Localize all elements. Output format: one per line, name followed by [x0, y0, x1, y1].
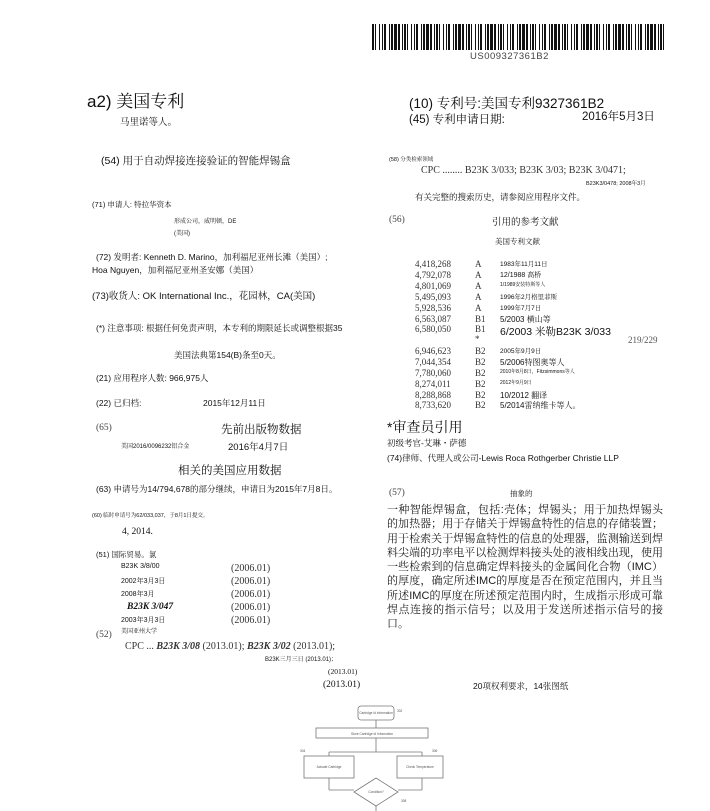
barcode-bar: [608, 24, 610, 50]
barcode-bar: [498, 24, 499, 50]
barcode-bar: [462, 24, 464, 50]
cpc-code-2: B23K 3/02: [246, 641, 291, 652]
barcode-bar: [618, 24, 621, 50]
barcode-bar: [583, 24, 585, 50]
provisional-year: 4, 2014.: [122, 527, 153, 537]
barcode-bar: [571, 24, 572, 50]
barcode-bar: [517, 24, 518, 50]
barcode-bar: [430, 24, 432, 50]
barcode-bar: [532, 24, 534, 50]
application-number: (21) 应用程序人数: 966,975人: [96, 373, 209, 383]
ipc-year: (2006.01): [231, 576, 271, 587]
reference-number: 8,288,868: [415, 390, 451, 400]
patent-number: (10) 专利号:美国专利9327361B2: [409, 96, 605, 111]
barcode-bar: [512, 24, 514, 50]
reference-number: 8,733,620: [415, 400, 451, 410]
search-cpc: CPC ........ B23K 3/033; B23K 3/03; B23K 3/0471;: [421, 165, 626, 176]
barcode-bar: [554, 24, 557, 50]
barcode-bar: [558, 24, 560, 50]
reference-date: 2005年9月9日: [500, 348, 542, 355]
barcode-bar: [599, 24, 600, 50]
barcode-bar: [478, 24, 479, 50]
ipc-year: (2006.01): [231, 563, 271, 574]
barcode-bar: [507, 24, 508, 50]
barcode-bar: [576, 24, 578, 50]
ipc-code: B23K 3/047: [127, 602, 174, 612]
attorney-agent: (74)律师、代理人或公司-Lewis Roca Rothgerber Christie LLP: [387, 453, 619, 463]
barcode-bar: [650, 24, 653, 50]
reference-kind: B1 *: [475, 324, 486, 344]
barcode-bar: [407, 24, 408, 50]
barcode-bar: [530, 24, 531, 50]
cpc-year-4: (2013.01): [323, 680, 361, 690]
reference-kind: A: [475, 281, 482, 291]
applicant-label: (71) 申请人: 特拉华资本: [92, 200, 172, 209]
reference-number: 4,418,268: [415, 259, 451, 269]
cpc-sub: B23K三月三日 (2013.01)；: [265, 657, 338, 663]
reference-date: 12/1988 高桥: [500, 272, 542, 279]
reference-number: 5,928,536: [415, 303, 451, 313]
ipc-year: (2006.01): [231, 589, 271, 600]
barcode-bar: [640, 24, 642, 50]
ipc-year: (2006.01): [231, 602, 271, 613]
barcode-bar: [551, 24, 553, 50]
reference-date: 1983年11月11日: [500, 261, 548, 268]
flow-label-store: Store Cartridge Id Information: [351, 732, 393, 736]
reference-number: 4,792,078: [415, 270, 451, 280]
cpc-code-1: B23K 3/08: [156, 641, 201, 652]
reference-date: 1/1989安装特斯等人: [500, 282, 546, 288]
filed-label: (22) 已归档:: [96, 398, 142, 408]
flow-label-left: Actuate Cartridge: [316, 765, 342, 769]
reference-kind: B2: [475, 346, 486, 356]
reference-date: 1999年7月7日: [500, 305, 542, 312]
patent-date-label: (45) 专利申请日期:: [409, 114, 505, 126]
barcode-bar: [638, 24, 639, 50]
barcode-bar: [458, 24, 461, 50]
barcode-bar: [375, 24, 376, 50]
abstract-number: (57): [389, 488, 405, 498]
barcode: [372, 24, 668, 50]
provisional-line: (60) 临时申请号为62/033,037，于8月1日提交。: [92, 513, 209, 519]
barcode-bar: [535, 24, 536, 50]
barcode-bar: [455, 24, 457, 50]
intcl-label: (51) 国际贸易。氯: [96, 550, 157, 559]
patent-type-title: a2) 美国专利: [87, 92, 185, 111]
inventors-line1: (72) 发明者: Kenneth D. Marino，加利福尼亚州长滩（美国）;: [96, 252, 328, 262]
search-cpc-2: B23K3/0478; 2008年3月: [586, 181, 646, 187]
reference-date: 1996年2月格里菲斯: [500, 294, 558, 301]
barcode-bar: [503, 24, 504, 50]
barcode-bar: [494, 24, 496, 50]
reference-date: 2012年9月9日: [500, 380, 532, 386]
applicant-line3: (美国): [174, 231, 190, 237]
cpc-year-1: (2013.01);: [202, 641, 245, 652]
barcode-bar: [596, 24, 598, 50]
barcode-bar: [372, 24, 374, 50]
ipc-row: [121, 602, 281, 614]
abstract-title: 抽象的: [510, 489, 533, 498]
barcode-bar: [448, 24, 450, 50]
uscl-number: (52): [96, 630, 112, 640]
barcode-bar: [544, 24, 546, 50]
barcode-bar: [660, 24, 662, 50]
barcode-bar: [654, 24, 656, 50]
reference-date: 5/2006特图奥等人: [500, 358, 565, 367]
barcode-bar: [510, 24, 511, 50]
references-number: (56): [389, 215, 405, 225]
related-data-line: (63) 申请号为14/794,678的部分继续，申请日为2015年7月8日。: [96, 484, 338, 494]
ipc-code: B23K 3/8/00: [121, 563, 160, 570]
barcode-bar: [416, 24, 418, 50]
reference-kind: B1: [475, 314, 486, 324]
representative-figure: [294, 700, 446, 811]
barcode-bar: [414, 24, 415, 50]
barcode-bar: [391, 24, 393, 50]
ipc-code: 2002年3月3日: [121, 578, 166, 585]
barcode-bar: [404, 24, 406, 50]
barcode-bar: [389, 24, 390, 50]
reference-number: 8,274,011: [415, 379, 451, 389]
assignee: (73)收货人: OK International Inc.，花园林，CA(美国): [92, 291, 316, 302]
barcode-bar: [382, 24, 383, 50]
barcode-bar: [426, 24, 429, 50]
barcode-bar: [631, 24, 632, 50]
barcode-bar: [522, 24, 525, 50]
patent-date: 2016年5月3日: [582, 111, 655, 123]
barcode-bar: [526, 24, 528, 50]
barcode-bar: [562, 24, 563, 50]
barcode-bar: [402, 24, 403, 50]
reference-number: 6,946,623: [415, 346, 451, 356]
search-history-note: 有关完整的搜索历史，请参阅应用程序文件。: [415, 192, 586, 202]
barcode-bar: [663, 24, 664, 50]
barcode-bar: [485, 24, 486, 50]
reference-number: 5,495,093: [415, 292, 451, 302]
barcode-bar: [586, 24, 589, 50]
barcode-bar: [539, 24, 540, 50]
flow-ref-top: 302: [397, 709, 403, 713]
barcode-bar: [379, 24, 380, 50]
barcode-bar: [439, 24, 440, 50]
reference-number: 6,563,087: [415, 314, 451, 324]
cpc-prefix: CPC ...: [125, 641, 154, 652]
ipc-year: (2006.01): [231, 615, 271, 626]
references-title: 引用的参考文献: [492, 217, 559, 228]
barcode-bar: [423, 24, 425, 50]
flow-ref-left: 304: [300, 749, 306, 753]
reference-number: 6,580,050: [415, 324, 451, 334]
cpc-line: [125, 641, 335, 652]
reference-kind: B2: [475, 400, 486, 410]
barcode-bar: [603, 24, 604, 50]
barcode-bar: [590, 24, 592, 50]
barcode-bar: [628, 24, 630, 50]
reference-date: 5/2003 横山等: [500, 315, 551, 324]
reference-kind: B2: [475, 390, 486, 400]
barcode-bar: [475, 24, 476, 50]
barcode-bar: [647, 24, 649, 50]
flow-label-top: Cartridge Id Information: [359, 711, 393, 715]
barcode-bar: [471, 24, 472, 50]
barcode-bar: [453, 24, 454, 50]
related-data-title: 相关的美国应用数据: [178, 465, 282, 477]
barcode-bar: [645, 24, 646, 50]
barcode-bar: [487, 24, 489, 50]
barcode-bar: [480, 24, 482, 50]
barcode-bar: [581, 24, 582, 50]
inventors-line2: Hoa Nguyen，加利福尼亚州圣安娜（美国）: [92, 265, 259, 275]
barcode-bar: [394, 24, 397, 50]
barcode-bar: [436, 24, 438, 50]
reference-date: 6/2003 米勒B23K 3/033: [500, 326, 611, 338]
reference-kind: A: [475, 270, 482, 280]
barcode-bar: [443, 24, 444, 50]
barcode-bar: [567, 24, 568, 50]
examiner-title: *审查员引用: [387, 419, 463, 435]
reference-date: 2010年8月8日，Fitzsimmons等人: [500, 369, 575, 375]
barcode-bar: [398, 24, 400, 50]
prior-pub-date: 2016年4月7日: [228, 442, 289, 453]
inventor-short: 马里诺等人。: [120, 117, 178, 128]
barcode-bar: [446, 24, 447, 50]
reference-date: 5/2014雷纳维卡等人。: [500, 401, 581, 410]
barcode-bar: [622, 24, 624, 50]
ipc-row: [121, 589, 281, 601]
barcode-bar: [490, 24, 493, 50]
flow-ref-right: 306: [432, 749, 438, 753]
barcode-bar: [635, 24, 636, 50]
barcode-bar: [411, 24, 412, 50]
search-field-label: (58) 分类检索领域: [389, 157, 434, 163]
barcode-bar: [519, 24, 521, 50]
flow-label-right: Check Temperature: [406, 765, 434, 769]
invention-title: (54) 用于自动焊接连接验证的智能焊锡盒: [101, 155, 291, 167]
reference-kind: A: [475, 259, 482, 269]
cpc-year-3: (2013.01): [328, 667, 358, 676]
barcode-bar: [434, 24, 435, 50]
notice-line2: 美国法典第154(B)条至0天。: [174, 350, 281, 360]
abstract-text: 一种智能焊锡盒，包括:壳体；焊锡头；用于加热焊锡头的加热器；用于存储关于焊锡盒特性的信息的存储装置；用于检索关于焊锡盒特性的信息的处理器，监测输送到焊料尖端的功率电平以检测焊料接头处的液相线出现，使用一些检索到的信息确定焊料接头的金属间化合物（IMC）的厚度，确定所述IMC的厚度是否在预定范围内，并且当所述IMC的厚度在所述预定范围内时，生成指示形成可靠焊点连接的指示信号；以及用于发送所述指示信号的接口。: [387, 504, 663, 631]
cpc-year-2: (2013.01);: [293, 641, 336, 652]
barcode-number: US009327361B2: [470, 51, 549, 62]
flow-ref-bottom: 308: [401, 799, 407, 803]
flow-label-diamond: Condition?: [368, 790, 384, 794]
barcode-bar: [421, 24, 422, 50]
barcode-bar: [574, 24, 575, 50]
reference-page-ref: 219/229: [628, 335, 658, 345]
barcode-bar: [564, 24, 566, 50]
barcode-bar: [549, 24, 550, 50]
barcode-bar: [384, 24, 386, 50]
filed-date: 2015年12月11日: [203, 398, 266, 408]
reference-kind: A: [475, 292, 482, 302]
ipc-row: [121, 563, 281, 575]
reference-number: 4,801,069: [415, 281, 451, 291]
uscl-sub: 美国亚州大学: [121, 629, 158, 635]
reference-kind: A: [475, 303, 482, 313]
ipc-code: 2008年3月: [121, 591, 155, 598]
reference-kind: B2: [475, 368, 486, 378]
barcode-bar: [613, 24, 614, 50]
reference-number: 7,044,354: [415, 357, 451, 367]
ipc-row: [121, 576, 281, 588]
barcode-bar: [594, 24, 595, 50]
prior-pub-title: 先前出版物数据: [221, 424, 302, 436]
barcode-bar: [615, 24, 617, 50]
barcode-bar: [542, 24, 543, 50]
us-docs-title: 美国专利文献: [495, 237, 540, 246]
applicant-line2: 形成公司，威明顿，DE: [174, 219, 237, 225]
reference-kind: B2: [475, 379, 486, 389]
prior-pub-code: 美国2016/0096232铝合金: [121, 444, 190, 450]
barcode-bar: [626, 24, 627, 50]
reference-kind: B2: [475, 357, 486, 367]
notice-line1: (*) 注意事项: 根据任何免责声明，本专利的期限延长或调整根据35: [96, 323, 343, 333]
barcode-bar: [658, 24, 659, 50]
barcode-bar: [606, 24, 607, 50]
barcode-bar: [466, 24, 467, 50]
barcode-bar: [468, 24, 470, 50]
barcode-bar: [500, 24, 502, 50]
claims-summary: 20项权利要求，14张图纸: [473, 681, 569, 691]
reference-date: 10/2012 翻译: [500, 391, 548, 400]
ipc-code: 2003年3月3日: [121, 617, 166, 624]
primary-examiner: 初级考官-艾琳・萨德: [387, 438, 467, 448]
prior-pub-number: (65): [96, 423, 112, 433]
reference-number: 7,780,060: [415, 368, 451, 378]
